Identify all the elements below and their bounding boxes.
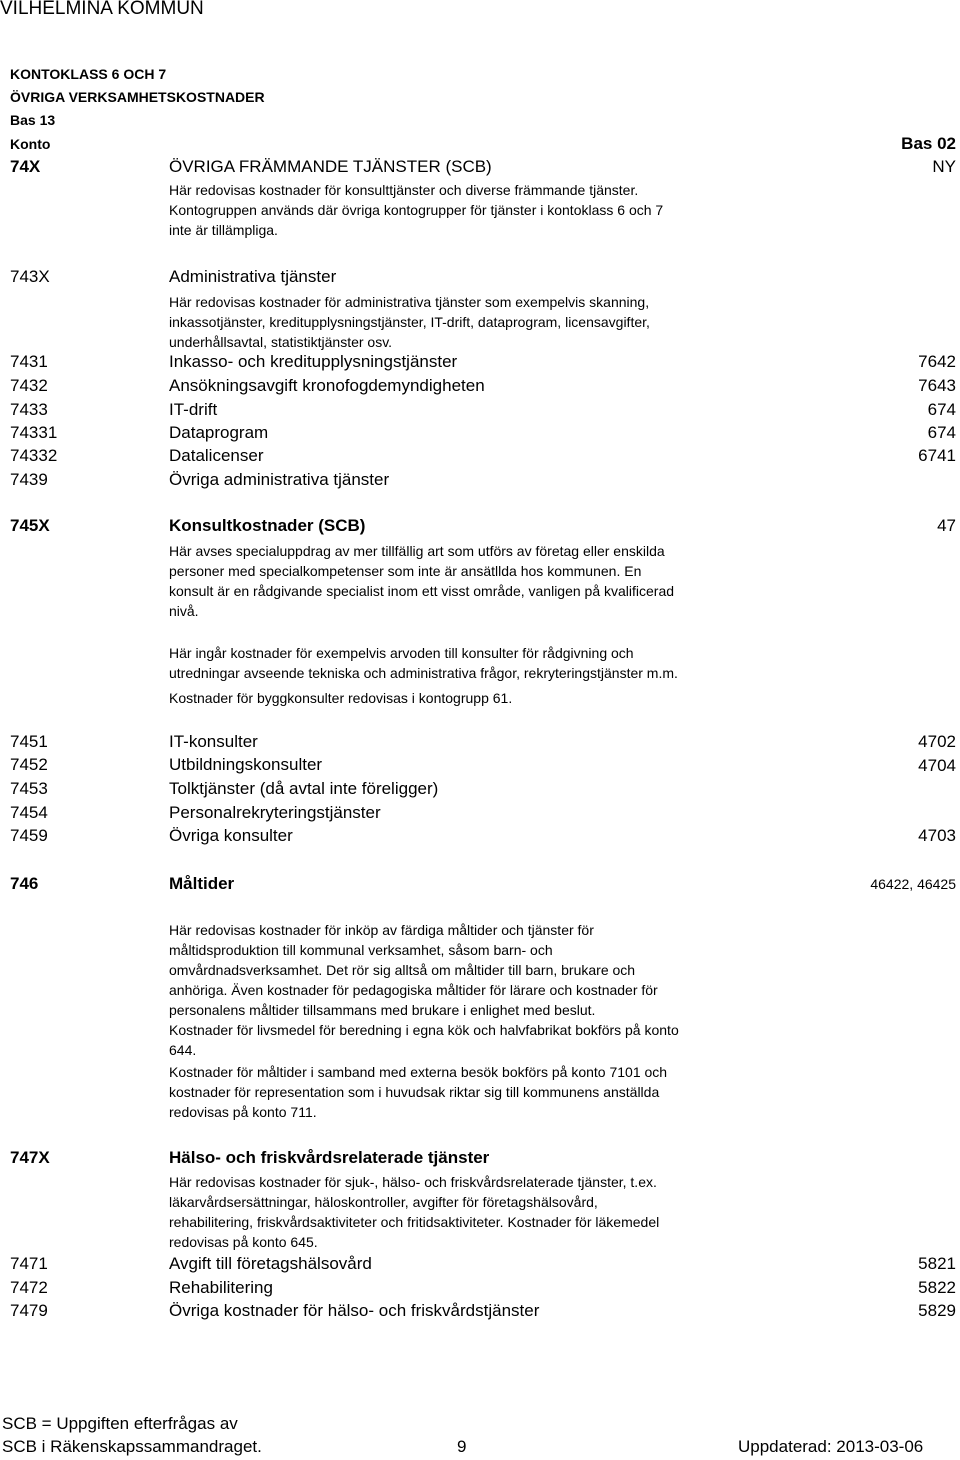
account-code: 7452 [10,755,48,774]
page-number: 9 [457,1437,467,1456]
account-ref: 4703 [918,826,956,845]
account-label: IT-konsulter [169,732,258,751]
section-74x-ny: NY [932,157,956,176]
account-label: Övriga kostnader för hälso- och friskvårdstjänster [169,1301,540,1320]
section-code-746: 746 [10,874,39,893]
account-label: Ansökningsavgift kronofogdemyndigheten [169,376,485,395]
account-ref: 674 [927,400,956,419]
account-ref: 674 [927,423,956,442]
account-code: 7454 [10,803,48,822]
account-label: IT-drift [169,400,218,419]
section-title-745x: Konsultkostnader (SCB) [169,516,366,535]
account-code: 7453 [10,779,48,798]
section-746-ref: 46422, 46425 [870,876,956,892]
section-746-description-2: Kostnader för livsmedel för beredning i egna kök och halvfabrikat bokförs på konto 644. [169,1022,679,1058]
section-745x-ref: 47 [937,516,956,535]
account-label: Utbildningskonsulter [169,755,323,774]
section-title-743x: Administrativa tjänster [169,267,337,286]
section-code-747x: 747X [10,1148,50,1167]
account-ref: 5821 [918,1254,956,1273]
section-745x-description: Här avses specialuppdrag av mer tillfällig art som utförs av företag eller enskilda personer med specialkompetenser som inte är ansätllda hos kommunen. En konsult är en rådgivande specialist inom ett visst område, vanligen på kvalificerad nivå. [169,543,675,619]
account-label: Dataprogram [169,423,269,442]
section-code-745x: 745X [10,516,50,535]
account-label: Tolktjänster (då avtal inte föreligger) [169,779,439,798]
section-code-74x: 74X [10,157,41,176]
account-label: Rehabilitering [169,1278,273,1297]
updated-date: Uppdaterad: 2013-03-06 [738,1437,924,1456]
bas-02-column-label: Bas 02 [901,134,956,153]
account-ref: 7642 [918,352,956,371]
section-title-746: Måltider [169,874,235,893]
kontoklass-subtitle: ÖVRIGA VERKSAMHETSKOSTNADER [10,89,265,105]
account-code: 7459 [10,826,48,845]
account-label: Inkasso- och kreditupplysningstjänster [169,352,458,371]
account-code: 74332 [10,446,58,465]
account-code: 7479 [10,1301,48,1320]
section-747x-description: Här redovisas kostnader för sjuk-, hälso- och friskvårdsrelaterade tjänster, t.ex. läkarvårdsersättningar, häloskontroller, avgifter för företagshälsovård, rehabilitering, friskvårdsaktiviteter och fritidsaktiviteter. Kostnader för läkemedel redovisas på konto 645. [169,1174,660,1250]
kontoklass-title: KONTOKLASS 6 OCH 7 [10,66,167,82]
section-746-description: Här redovisas kostnader för inköp av färdiga måltider och tjänster för måltidsproduktion till kommunal verksamhet, såsom barn- och omvårdnadsverksamhet. Det rör sig alltså om måltider till barn, brukare och anhöriga. Även kostnader för pedagogiska måltider för lärare och kostnader för personalens måltider tillsammans med brukare i enlighet med beslut. [169,922,658,1018]
account-code: 7439 [10,470,48,489]
account-ref: 7643 [918,376,956,395]
section-code-743x: 743X [10,267,50,286]
section-746-description-3: Kostnader för måltider i samband med externa besök bokförs på konto 7101 och kostnader för representation som i huvudsak riktar sig till kommunens anställda redovisas på konto 711. [169,1064,668,1120]
account-ref: 4704 [918,756,956,775]
account-code: 7433 [10,400,48,419]
account-code: 7451 [10,732,48,751]
page-header-title: VILHELMINA KOMMUN [0,0,204,19]
account-ref: 5829 [918,1301,956,1320]
section-title-747x: Hälso- och friskvårdsrelaterade tjänster [169,1148,490,1167]
bas-13-label: Bas 13 [10,112,56,128]
account-code: 7432 [10,376,48,395]
account-ref: 6741 [918,446,956,465]
account-label: Datalicenser [169,446,264,465]
account-ref: 5822 [918,1278,956,1297]
account-label: Avgift till företagshälsovård [169,1254,372,1273]
account-code: 7471 [10,1254,48,1273]
section-745x-description-2: Här ingår kostnader för exempelvis arvoden till konsulter för rådgivning och utredningar avseende tekniska och administrativa frågor, rekryteringstjänster m.m. [169,645,678,681]
account-label: Övriga konsulter [169,826,293,845]
section-title-74x: ÖVRIGA FRÄMMANDE TJÄNSTER (SCB) [169,157,492,176]
account-label: Personalrekryteringstjänster [169,803,381,822]
section-743x-description: Här redovisas kostnader för administrativa tjänster som exempelvis skanning, inkassotjänster, kreditupplysningstjänster, IT-drift, dataprogram, licensavgifter, underhållsavtal, statistiktjänster osv. [169,294,650,350]
footer-scb-note-1: SCB = Uppgiften efterfrågas av [2,1414,238,1433]
account-code: 74331 [10,423,58,442]
account-label: Övriga administrativa tjänster [169,470,390,489]
account-ref: 4702 [918,732,956,751]
account-code: 7431 [10,352,48,371]
konto-column-label: Konto [10,136,51,152]
account-code: 7472 [10,1278,48,1297]
section-745x-note: Kostnader för byggkonsulter redovisas i kontogrupp 61. [169,690,513,706]
section-74x-description: Här redovisas kostnader för konsulttjänster och diverse främmande tjänster. Kontogruppen används där övriga kontogrupper för tjänster i kontoklass 6 och 7 inte är tillämpliga. [169,182,664,238]
footer-scb-note-2: SCB i Räkenskapssammandraget. [2,1437,262,1456]
